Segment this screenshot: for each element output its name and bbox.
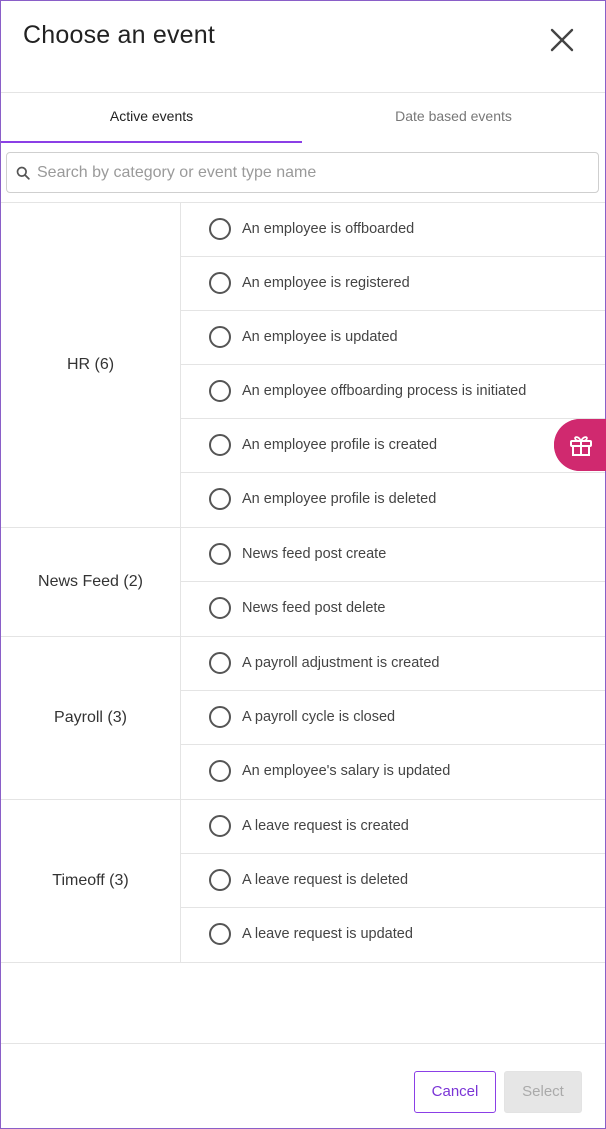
dialog-header (1, 1, 605, 93)
group-events (181, 528, 605, 636)
event-label: An employee is offboarded (242, 221, 415, 237)
event-group (1, 203, 605, 528)
gift-button[interactable] (554, 419, 606, 471)
event-label: A leave request is deleted (242, 872, 409, 888)
event-label: An employee offboarding process is initiated (242, 383, 527, 399)
search-input[interactable] (37, 153, 587, 192)
event-label: A leave request is created (242, 818, 409, 834)
radio-button[interactable] (209, 760, 231, 782)
event-label: An employee profile is deleted (242, 491, 437, 507)
event-option[interactable] (181, 582, 605, 636)
event-group (1, 637, 605, 800)
event-group (1, 528, 605, 637)
event-group (1, 800, 605, 963)
event-label: A leave request is updated (242, 926, 413, 942)
event-tabs (1, 93, 605, 143)
dialog-footer (1, 1043, 605, 1128)
event-label: A payroll cycle is closed (242, 709, 396, 725)
radio-button[interactable] (209, 326, 231, 348)
radio-button[interactable] (209, 543, 231, 565)
group-label: News Feed (2) (1, 528, 181, 636)
event-option[interactable] (181, 473, 605, 527)
event-label: An employee's salary is updated (242, 763, 451, 779)
event-label: An employee is registered (242, 275, 410, 291)
event-label: News feed post delete (242, 600, 386, 616)
event-option[interactable] (181, 257, 605, 311)
group-events (181, 203, 605, 527)
event-list (1, 202, 605, 963)
event-option[interactable] (181, 419, 605, 473)
radio-button[interactable] (209, 869, 231, 891)
close-icon (547, 25, 577, 55)
event-option[interactable] (181, 745, 605, 799)
close-button[interactable] (547, 25, 577, 55)
event-option[interactable] (181, 908, 605, 962)
select-button[interactable]: Select (504, 1071, 582, 1113)
gift-icon (568, 432, 594, 458)
radio-button[interactable] (209, 815, 231, 837)
search-box (6, 152, 599, 193)
search-icon (16, 166, 30, 180)
group-events (181, 637, 605, 799)
radio-button[interactable] (209, 597, 231, 619)
cancel-button[interactable]: Cancel (414, 1071, 496, 1113)
radio-button[interactable] (209, 706, 231, 728)
event-label: An employee profile is created (242, 437, 438, 453)
event-option[interactable] (181, 528, 605, 582)
event-option[interactable] (181, 365, 605, 419)
tab-active-events[interactable]: Active events (1, 93, 302, 143)
radio-button[interactable] (209, 272, 231, 294)
event-option[interactable] (181, 203, 605, 257)
dialog-title: Choose an event (23, 21, 216, 49)
group-label: Timeoff (3) (1, 800, 181, 962)
radio-button[interactable] (209, 652, 231, 674)
radio-button[interactable] (209, 218, 231, 240)
group-label: Payroll (3) (1, 637, 181, 799)
event-option[interactable] (181, 311, 605, 365)
group-label: HR (6) (1, 203, 181, 527)
tab-date-based-events[interactable]: Date based events (395, 108, 512, 124)
radio-button[interactable] (209, 923, 231, 945)
radio-button[interactable] (209, 380, 231, 402)
event-option[interactable] (181, 800, 605, 854)
event-option[interactable] (181, 637, 605, 691)
radio-button[interactable] (209, 434, 231, 456)
event-label: A payroll adjustment is created (242, 655, 440, 671)
radio-button[interactable] (209, 488, 231, 510)
event-option[interactable] (181, 854, 605, 908)
event-option[interactable] (181, 691, 605, 745)
event-label: News feed post create (242, 546, 387, 562)
event-label: An employee is updated (242, 329, 398, 345)
group-events (181, 800, 605, 962)
